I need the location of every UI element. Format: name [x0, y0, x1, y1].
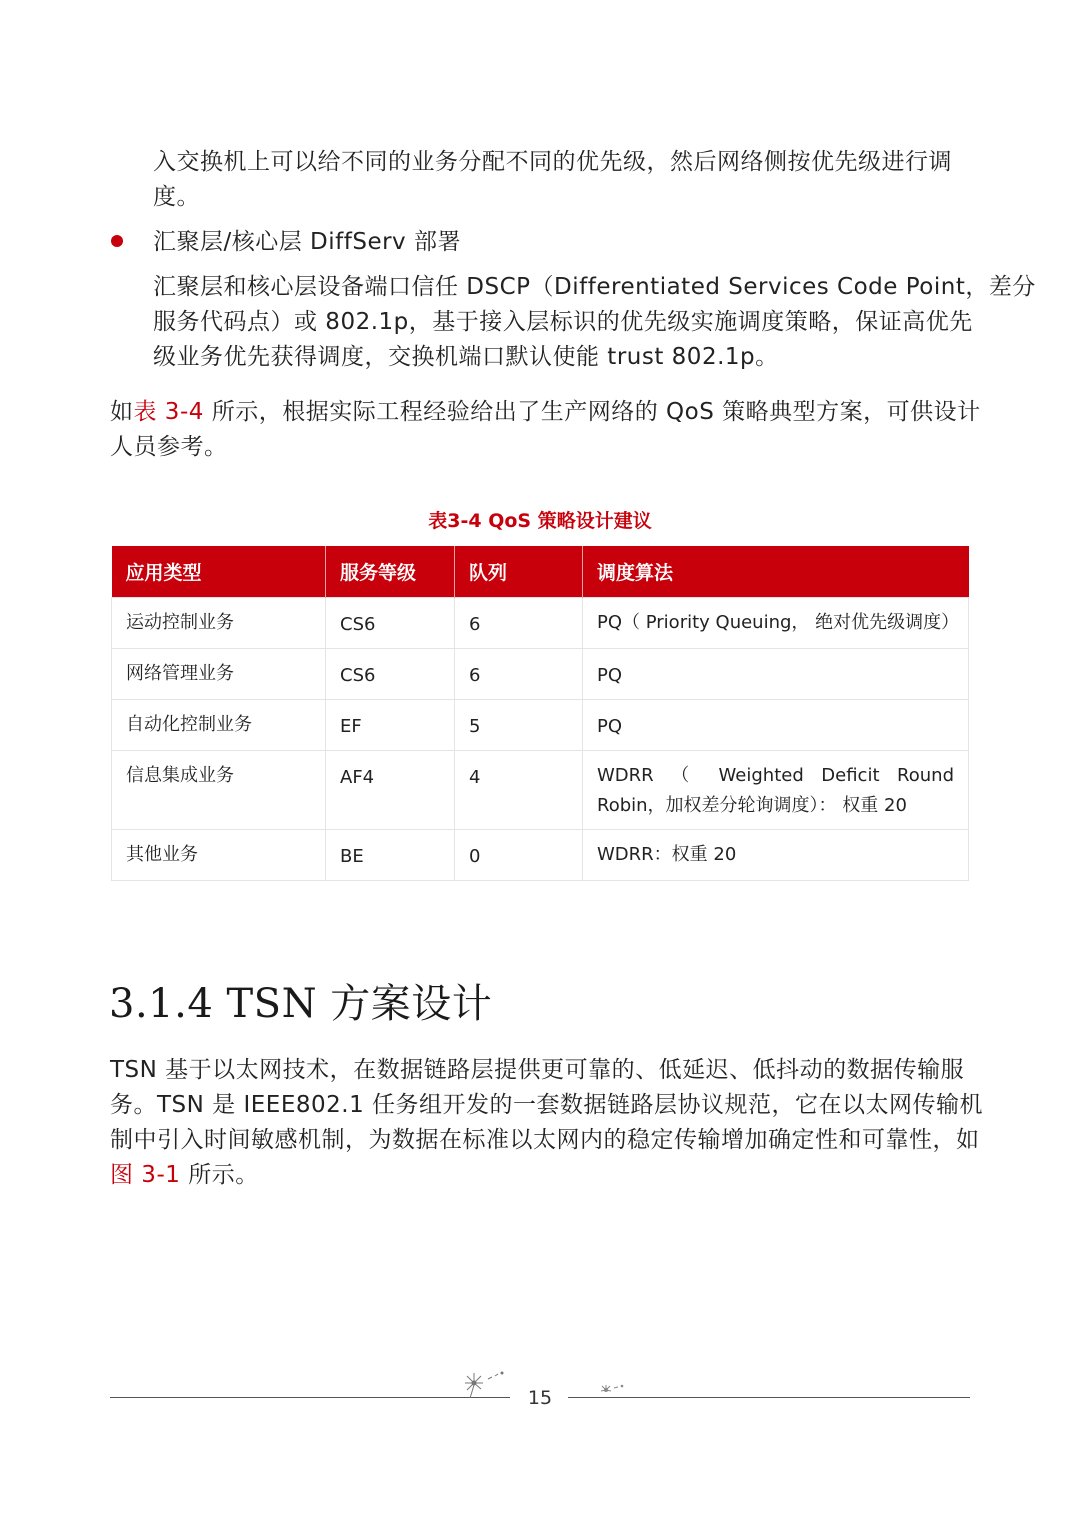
section-paragraph — [110, 1053, 983, 1193]
cell-service-class: AF4 — [326, 751, 455, 830]
section-line-4-rest: 所示。 — [180, 1162, 259, 1188]
cell-app-type: 其他业务 — [112, 830, 326, 881]
bullet-dot-icon — [111, 235, 123, 247]
footer-divider-left — [110, 1397, 510, 1398]
table-row — [112, 700, 969, 751]
section-line-3: 制中引入时间敏感机制，为数据在标准以太网内的稳定传输增加确定性和可靠性，如 — [110, 1127, 980, 1153]
cell-app-type: 自动化控制业务 — [112, 700, 326, 751]
reference-line-2: 人员参考。 — [110, 434, 228, 460]
cell-scheduling: PQ — [583, 700, 969, 751]
seed-icon — [600, 1383, 626, 1397]
header-app-type: 应用类型 — [112, 546, 326, 598]
page-number: 15 — [527, 1387, 553, 1409]
cell-app-type: 网络管理业务 — [112, 649, 326, 700]
cell-queue: 6 — [455, 598, 583, 649]
figure-reference-link[interactable]: 图 3-1 — [110, 1162, 181, 1188]
cell-scheduling: WDRR （ Weighted Deficit Round Robin，加权差分轮询调度）： 权重 20 — [583, 751, 969, 830]
reference-paragraph — [110, 395, 981, 465]
header-scheduling: 调度算法 — [583, 546, 969, 598]
footer-divider-right — [568, 1397, 970, 1398]
table-row — [112, 751, 969, 830]
table-header-row — [112, 546, 969, 598]
cell-service-class: CS6 — [326, 649, 455, 700]
table-reference-link[interactable]: 表 3-4 — [133, 399, 204, 425]
table-row — [112, 649, 969, 700]
cell-service-class: EF — [326, 700, 455, 751]
cell-service-class: CS6 — [326, 598, 455, 649]
section-line-2: 务。TSN 是 IEEE802.1 任务组开发的一套数据链路层协议规范，它在以太网传输机 — [110, 1092, 984, 1118]
section-line-1: TSN 基于以太网技术，在数据链路层提供更可靠的、低延迟、低抖动的数据传输服 — [110, 1057, 965, 1083]
qos-policy-table — [111, 546, 969, 881]
cell-queue: 5 — [455, 700, 583, 751]
intro-line-2: 度。 — [153, 184, 200, 210]
table-caption: 表3-4 QoS 策略设计建议 — [428, 510, 652, 532]
header-queue: 队列 — [455, 546, 583, 598]
cell-app-type: 运动控制业务 — [112, 598, 326, 649]
header-service-class: 服务等级 — [326, 546, 455, 598]
cell-app-type: 信息集成业务 — [112, 751, 326, 830]
cell-queue: 4 — [455, 751, 583, 830]
cell-scheduling: WDRR：权重 20 — [583, 830, 969, 881]
cell-service-class: BE — [326, 830, 455, 881]
bullet-body-line-2: 服务代码点）或 802.1p，基于接入层标识的优先级实施调度策略，保证高优先 — [153, 309, 973, 335]
bullet-body — [153, 270, 1036, 375]
cell-queue: 0 — [455, 830, 583, 881]
cell-scheduling: PQ — [583, 649, 969, 700]
intro-line-1: 入交换机上可以给不同的业务分配不同的优先级，然后网络侧按优先级进行调 — [153, 149, 952, 175]
intro-continuation — [153, 145, 952, 215]
dandelion-icon — [462, 1370, 506, 1400]
bullet-body-line-3: 级业务优先获得调度，交换机端口默认使能 trust 802.1p。 — [153, 344, 779, 370]
cell-queue: 6 — [455, 649, 583, 700]
bullet-title: 汇聚层/核心层 DiffServ 部署 — [153, 229, 461, 255]
table-row — [112, 830, 969, 881]
table-row — [112, 598, 969, 649]
cell-scheduling: PQ（ Priority Queuing， 绝对优先级调度） — [583, 598, 969, 649]
reference-line-1-rest: 所示，根据实际工程经验给出了生产网络的 QoS 策略典型方案，可供设计 — [203, 399, 981, 425]
bullet-body-line-1: 汇聚层和核心层设备端口信任 DSCP（Differentiated Services Code Point，差分 — [153, 274, 1036, 300]
section-heading: 3.1.4 TSN 方案设计 — [109, 981, 493, 1027]
reference-prefix: 如 — [110, 399, 134, 425]
